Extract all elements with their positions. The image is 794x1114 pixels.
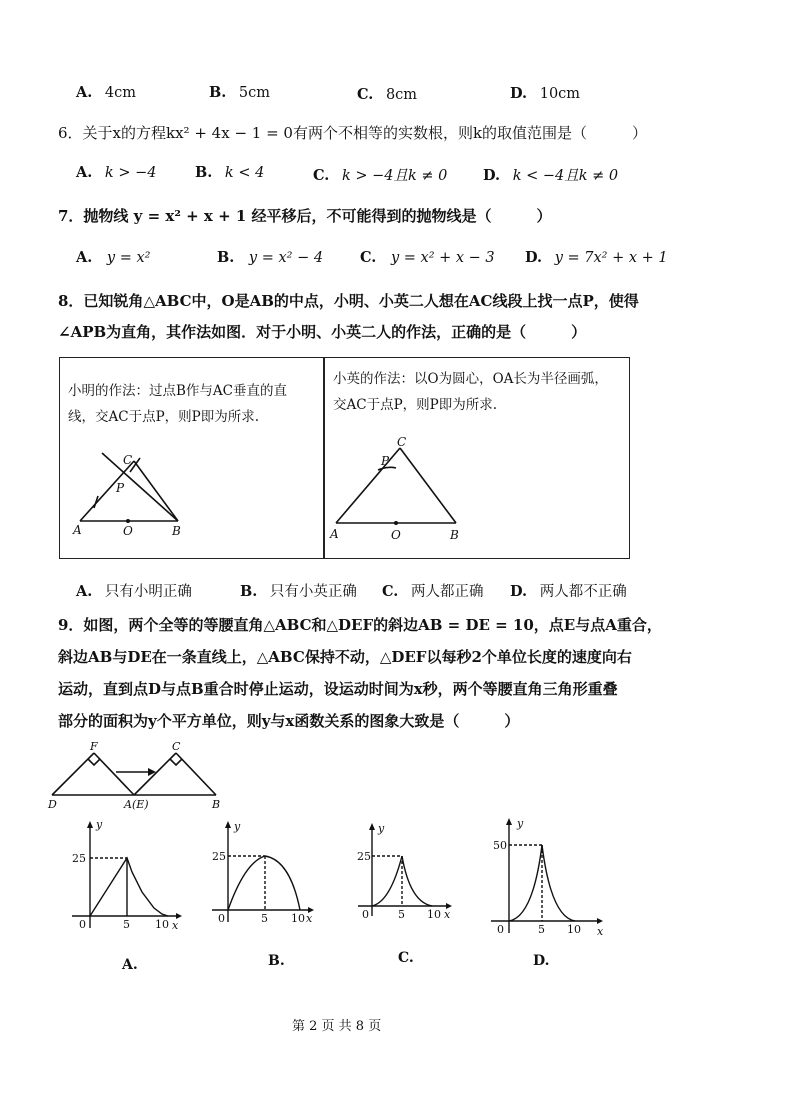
q6-option-a-text: k > −4 xyxy=(104,165,157,181)
q9-graph-d-x-arrow xyxy=(597,918,603,924)
q8-option-d xyxy=(510,580,627,601)
q8-option-a-text: 只有小明正确 xyxy=(104,584,192,600)
q9-graph-b-xtick-0: 0 xyxy=(218,912,225,925)
q5-option-b-label: B. xyxy=(209,84,227,101)
q9-graph-a-xtick-10: 10 xyxy=(155,918,169,931)
q9-graph-a-y-label: y xyxy=(96,818,103,831)
q6-option-d-label: D. xyxy=(483,167,501,184)
q9-graph-d-y-label: y xyxy=(517,817,524,830)
q8-xm-label-b: B xyxy=(172,524,181,538)
q5-option-a xyxy=(76,84,136,101)
q8-xy-segment-cb xyxy=(400,448,456,523)
q9-label-d: D xyxy=(48,798,57,810)
q8-xiaoming-line1: 小明的作法：过点B作与AC垂直的直 xyxy=(68,383,287,399)
q9-graph-d xyxy=(485,815,610,940)
q9-graph-a-x-label: x xyxy=(172,919,179,932)
q8-xm-label-a: A xyxy=(73,523,82,537)
q9-graph-c-xtick-10: 10 xyxy=(427,908,441,921)
q7-option-a-text: y = x² xyxy=(106,250,151,266)
q9-label-b: B xyxy=(212,798,221,810)
q9-graph-b xyxy=(200,818,325,928)
q5-option-c-label: C. xyxy=(357,86,374,103)
q7-option-d-text: y = 7x² + x + 1 xyxy=(554,250,668,266)
q6-option-a xyxy=(76,164,156,181)
q5-option-a-text: 4cm xyxy=(104,85,137,101)
q5-option-b xyxy=(209,84,270,101)
q6-option-d xyxy=(483,164,618,185)
q8-option-c-text: 两人都正确 xyxy=(410,584,484,600)
q8-xiaoming-line2: 线，交AC于点P，则P即为所求. xyxy=(68,409,260,425)
q8-xm-segment-cb xyxy=(134,461,178,521)
q9-graph-d-xtick-10: 10 xyxy=(567,923,581,936)
q9-graph-d-ytick: 50 xyxy=(493,839,507,852)
q9-graph-b-y-label: y xyxy=(234,820,241,833)
q7-option-c-label: C. xyxy=(360,249,377,266)
q9-graph-c-x-label: x xyxy=(444,908,451,921)
q9-graph-c-ytick: 25 xyxy=(357,850,371,863)
q8-option-d-label: D. xyxy=(510,583,528,600)
q9-graph-c-xtick-5: 5 xyxy=(398,908,405,921)
q8-option-b-label: B. xyxy=(240,583,258,600)
q9-segment-ac xyxy=(134,753,176,795)
q9-stem-line3: 运动，直到点D与点B重合时停止运动，设运动时间为x秒，两个等腰直角三角形重叠 xyxy=(58,680,618,698)
q8-xm-segment-ac xyxy=(80,461,134,521)
q6-option-c-text: k > −4且k ≠ 0 xyxy=(341,168,448,184)
q9-stem-line2: 斜边AB与DE在一条直线上，△ABC保持不动，△DEF以每秒2个单位长度的速度向右 xyxy=(58,648,632,666)
q9-graph-d-curve-right xyxy=(542,845,575,921)
q5-option-c-text: 8cm xyxy=(385,87,418,103)
q9-segment-df xyxy=(52,753,94,795)
q9-graph-a-curve xyxy=(90,858,168,916)
q6-option-c xyxy=(313,164,447,185)
q8-xm-point-o xyxy=(126,519,130,523)
q5-option-d xyxy=(510,85,580,102)
q8-option-c-label: C. xyxy=(382,583,399,600)
q8-option-d-text: 两人都不正确 xyxy=(539,584,627,600)
q8-xm-label-o: O xyxy=(123,524,133,538)
q8-option-b-text: 只有小英正确 xyxy=(269,584,357,600)
q8-method-box xyxy=(59,357,630,559)
q8-stem-line2: ∠APB为直角，其作法如图．对于小明、小英二人的作法，正确的是（ ） xyxy=(58,323,587,341)
q7-option-a xyxy=(76,249,150,266)
q9-graph-c-y-arrow xyxy=(369,823,375,830)
q9-graph-a-ytick: 25 xyxy=(72,852,86,865)
q8-xiaoying-figure xyxy=(324,358,629,558)
q9-triangles-figure xyxy=(44,740,244,810)
q5-option-b-text: 5cm xyxy=(238,85,271,101)
q9-graph-b-y-arrow xyxy=(225,821,231,828)
q5-option-c xyxy=(357,86,417,103)
q7-option-b xyxy=(217,249,323,266)
q8-xy-label-p: P xyxy=(381,454,390,468)
q8-xy-point-o xyxy=(394,521,398,525)
q6-option-c-label: C. xyxy=(313,167,330,184)
q9-label-f: F xyxy=(90,740,98,753)
q9-graph-a-label: A. xyxy=(122,957,138,973)
q8-xy-label-o: O xyxy=(391,528,401,542)
q9-graph-c-xtick-0: 0 xyxy=(362,908,369,921)
q8-xm-label-p: P xyxy=(116,481,125,495)
q9-graph-b-ytick: 25 xyxy=(212,850,226,863)
q5-option-d-text: 10cm xyxy=(539,86,581,102)
q8-stem-line1: 8．已知锐角△ABC中，O是AB的中点，小明、小英二人想在AC线段上找一点P，使得 xyxy=(58,292,639,310)
q9-graph-d-xtick-0: 0 xyxy=(497,923,504,936)
q9-graph-d-x-label: x xyxy=(597,925,604,938)
q9-graph-a xyxy=(62,818,187,933)
q9-graph-c-label: C. xyxy=(398,950,414,966)
q8-xm-perpendicular xyxy=(102,453,178,521)
q9-label-c: C xyxy=(172,740,181,753)
q9-label-ae: A(E) xyxy=(124,798,149,810)
q8-xiaoming-figure xyxy=(60,358,322,558)
q5-option-d-label: D. xyxy=(510,85,528,102)
q8-xm-label-c: C xyxy=(123,453,133,467)
q6-stem: 6．关于x的方程kx² + 4x − 1 = 0有两个不相等的实数根，则k的取值范围是（ ） xyxy=(58,124,648,142)
q8-xiaoying-line1: 小英的作法：以O为圆心，OA长为半径画弧， xyxy=(333,371,608,387)
q8-xy-label-a: A xyxy=(330,527,339,541)
q9-right-angle-c xyxy=(170,759,182,765)
q9-graph-b-xtick-10: 10 xyxy=(291,912,305,925)
q8-option-c xyxy=(382,580,483,601)
q7-option-c-text: y = x² + x − 3 xyxy=(390,250,495,266)
q9-stem-line4: 部分的面积为y个平方单位，则y与x函数关系的图象大致是（ ） xyxy=(58,712,520,730)
q7-option-b-label: B. xyxy=(217,249,235,266)
q7-option-a-label: A. xyxy=(76,249,93,266)
q8-xy-label-b: B xyxy=(450,528,459,542)
q9-graph-c-y-label: y xyxy=(378,822,385,835)
q7-option-c xyxy=(360,249,495,266)
q9-graph-b-x-label: x xyxy=(306,912,313,925)
q9-graph-c-curve-right xyxy=(402,856,432,906)
page-footer: 第 2 页 共 8 页 xyxy=(292,1019,382,1034)
q8-option-a xyxy=(76,580,192,601)
q9-stem-line1: 9．如图，两个全等的等腰直角△ABC和△DEF的斜边AB = DE = 10，点E与点A重合， xyxy=(58,616,662,634)
q6-option-b xyxy=(195,164,264,181)
q9-graph-a-y-arrow xyxy=(87,821,93,828)
q6-option-d-text: k < −4且k ≠ 0 xyxy=(512,168,619,184)
q6-option-b-text: k < 4 xyxy=(224,165,265,181)
q9-graph-b-curve xyxy=(228,856,300,910)
q8-xy-label-c: C xyxy=(397,435,407,449)
q9-graph-c-curve-left xyxy=(372,856,402,906)
q9-graph-d-label: D. xyxy=(533,953,550,969)
q7-option-d xyxy=(525,249,668,266)
q9-graph-a-xtick-0: 0 xyxy=(79,918,86,931)
q7-stem: 7．抛物线 y = x² + x + 1 经平移后，不可能得到的抛物线是（ ） xyxy=(58,207,552,225)
q7-option-d-label: D. xyxy=(525,249,543,266)
q8-xiaoying-line2: 交AC于点P，则P即为所求. xyxy=(333,397,498,413)
q9-right-angle-f xyxy=(88,759,100,765)
q7-option-b-text: y = x² − 4 xyxy=(248,250,324,266)
q8-option-b xyxy=(240,580,357,601)
q6-option-b-label: B. xyxy=(195,164,213,181)
q5-option-a-label: A. xyxy=(76,84,93,101)
q9-graph-d-curve-left xyxy=(509,845,542,921)
q9-graph-d-y-arrow xyxy=(506,818,512,825)
q9-graph-a-xtick-5: 5 xyxy=(123,918,130,931)
q9-graph-d-xtick-5: 5 xyxy=(538,923,545,936)
q8-option-a-label: A. xyxy=(76,583,93,600)
q6-option-a-label: A. xyxy=(76,164,93,181)
q9-graph-b-xtick-5: 5 xyxy=(261,912,268,925)
q9-graph-c xyxy=(350,818,460,923)
q9-graph-b-label: B. xyxy=(268,953,285,969)
q8-xy-segment-ac xyxy=(336,448,400,523)
